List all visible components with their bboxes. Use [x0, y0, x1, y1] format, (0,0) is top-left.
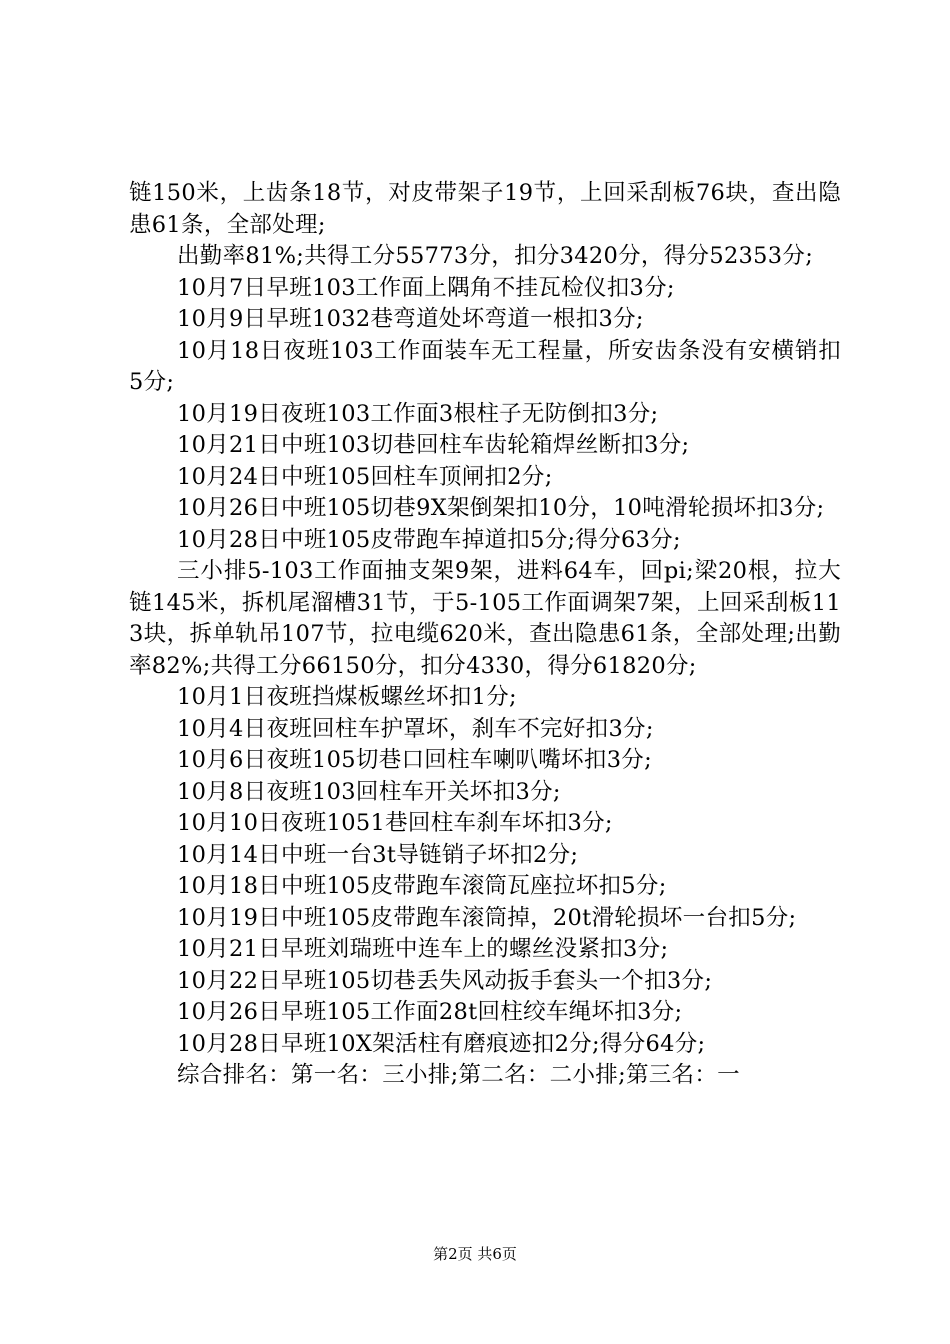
paragraph: 10月21日早班刘瑞班中连车上的螺丝没紧扣3分;: [177, 936, 669, 962]
paragraph: 10月8日夜班103回柱车开关坏扣3分;: [177, 778, 561, 805]
paragraph: 10月19日中班105皮带跑车滚筒掉，20t滑轮损坏一台扣5分;: [177, 904, 797, 931]
paragraph: 10月26日早班105工作面28t回柱绞车绳坏扣3分;: [177, 999, 683, 1025]
paragraph: 10月1日夜班挡煤板螺丝坏扣1分;: [177, 684, 517, 710]
paragraph: 10月4日夜班回柱车护罩坏，刹车不完好扣3分;: [177, 715, 654, 742]
paragraph: 10月9日早班1032巷弯道处坏弯道一根扣3分;: [177, 306, 644, 332]
paragraph: 10月7日早班103工作面上隅角不挂瓦检仪扣3分;: [177, 274, 675, 301]
paragraph: 10月14日中班一台3t导链销子坏扣2分;: [177, 841, 579, 868]
page-footer: 第2页 共6页: [433, 1245, 517, 1263]
paragraph: 出勤率81%;共得工分55773分，扣分3420分，得分52353分;: [177, 243, 814, 269]
paragraph: 10月28日早班10X架活柱有磨痕迹扣2分;得分64分;: [177, 1030, 706, 1057]
paragraph: 10月19日夜班103工作面3根柱子无防倒扣3分;: [177, 400, 659, 427]
paragraph: 10月18日中班105皮带跑车滚筒瓦座拉坏扣5分;: [177, 873, 667, 899]
document-body: [129, 178, 841, 1092]
paragraph: 10月22日早班105切巷丢失风动扳手套头一个扣3分;: [177, 967, 713, 994]
paragraph: 综合排名：第一名：三小排;第二名：二小排;第三名：一: [177, 1062, 740, 1088]
paragraph: 10月24日中班105回柱车顶闸扣2分;: [177, 463, 553, 490]
paragraph: 10月28日中班105皮带跑车掉道扣5分;得分63分;: [177, 526, 681, 553]
paragraph: 10月10日夜班1051巷回柱车刹车坏扣3分;: [177, 810, 613, 836]
paragraph: 三小排5-103工作面抽支架9架，进料64车，回pi;梁20根，拉大链145米，拆机尾溜槽31节，于5-105工作面调架7架，上回采刮板113块，拆单轨吊107节，拉电缆620米，查出隐患61条，全部处理;出勤率82%;共得工分66150分，扣分4330，得分61820分;: [129, 558, 841, 679]
paragraph: 10月21日中班103切巷回柱车齿轮箱焊丝断扣3分;: [177, 432, 690, 458]
paragraph: 10月26日中班105切巷9X架倒架扣10分，10吨滑轮损坏扣3分;: [177, 495, 825, 521]
paragraph: 10月18日夜班103工作面装车无工程量，所安齿条没有安横销扣5分;: [129, 337, 841, 395]
paragraph: 链150米，上齿条18节，对皮带架子19节，上回采刮板76块，查出隐患61条，全部处理;: [129, 180, 841, 238]
paragraph: 10月6日夜班105切巷口回柱车喇叭嘴坏扣3分;: [177, 747, 652, 773]
